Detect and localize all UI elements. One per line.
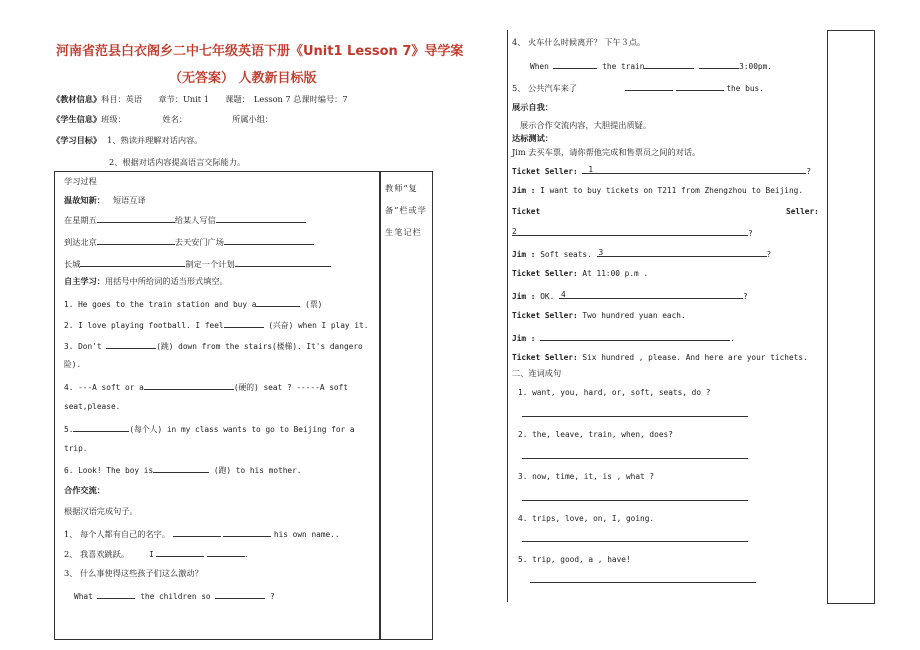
phrase-row [64, 236, 314, 246]
answer-blank[interactable] [216, 214, 306, 223]
dialog-line-3-speaker [512, 207, 540, 216]
right-column-left-border [507, 30, 508, 602]
answer-line[interactable] [522, 500, 748, 501]
q1-text: 1. He goes to the train station and buy a [64, 300, 257, 309]
speaker: Ticket Seller: [512, 311, 578, 320]
c2-en: I [149, 550, 154, 559]
q4-cont: seat,please. [64, 402, 121, 411]
r5-cn: 5、 公共汽车来了 [512, 83, 578, 93]
self-text: 用括号中所给词的适当形式填空。 [104, 276, 228, 286]
material-info [52, 95, 348, 103]
phrase-cn: 到达北京 [64, 237, 97, 247]
review-label: 温故知新： [64, 195, 105, 205]
question-6 [64, 464, 302, 476]
dialog-line-3-speaker-2 [786, 207, 819, 216]
dialog-line-8 [512, 332, 735, 343]
dialog-line-4 [512, 248, 771, 259]
blank-number: 2 [512, 227, 517, 236]
dialog-end: . [730, 334, 735, 343]
r5 [512, 82, 764, 93]
r5-en: the bus. [726, 84, 764, 93]
material-label: 《教材信息》 [52, 94, 102, 104]
doc-title-line2: （无答案） 人教新目标版 [169, 71, 317, 86]
c2-cn: 2、 我喜欢跳跃。 [64, 549, 130, 559]
speaker: Jim : [512, 250, 536, 259]
goal-label: 《学习目标》 [52, 135, 102, 145]
speaker: Ticket [512, 207, 541, 216]
phrase-cn: 去天安门广场 [174, 237, 224, 247]
dialog-line-5 [512, 269, 648, 278]
q3-cont: 险). [64, 360, 82, 369]
c1-en: his own name.. [273, 530, 340, 539]
dialog-text: Two hundred yuan each. [582, 311, 686, 320]
dialog-text: I want to buy tickets on T211 from Zhengzhou to Beijing. [540, 186, 804, 195]
c3-mid: the children so [140, 592, 211, 601]
c3-what: What [74, 592, 93, 601]
dialog-text: OK. [540, 292, 555, 301]
answer-blank[interactable] [80, 258, 185, 267]
goal-1: 1、熟读并理解对话内容。 [107, 135, 203, 145]
speaker: Seller: [786, 207, 819, 216]
coop-sentence-3: 3、 什么事使得这些孩子们这么激动？ [64, 568, 203, 578]
answer-blank[interactable] [173, 528, 221, 537]
blank-number: 1 [588, 165, 594, 174]
dialog-line-3 [512, 227, 753, 238]
dialog-line-9 [512, 353, 808, 362]
r4-when: When [530, 62, 549, 71]
answer-blank[interactable] [97, 214, 175, 223]
question-3 [64, 340, 363, 352]
dialog-text: Six hundred , please. And here are your tichets. [582, 353, 808, 362]
q6-hint: (跑) to his mother. [213, 466, 302, 475]
answer-blank[interactable] [73, 423, 129, 432]
answer-blank[interactable] [97, 236, 175, 245]
q3-text: 3. Don't [64, 342, 102, 351]
answer-blank[interactable] [512, 227, 748, 236]
dialog-text: At 11:00 p.m . [582, 269, 649, 278]
answer-blank[interactable] [625, 82, 673, 91]
answer-line[interactable] [522, 541, 748, 542]
blank-number: 3 [598, 248, 604, 257]
material-text: 科目：英语 章节：Unit 1 课题： Lesson 7 总课时编号：7 [101, 94, 348, 104]
student-info [52, 115, 273, 123]
q5-hint: (每个人) in my class wants to go to Beijing for a [129, 425, 355, 434]
sentence-4: 4. trips, love, on, I, going. [518, 514, 655, 523]
coop-label [64, 486, 105, 494]
q6-text: 6. Look! The boy is [64, 466, 154, 475]
speaker: Jim : [512, 186, 536, 195]
coop-text: 根据汉语完成句子。 [64, 506, 138, 516]
question-5 [64, 423, 355, 435]
r4-cn: 4、 火车什么时候离开？ 下午３点。 [512, 37, 646, 47]
q5-cont: trip. [64, 444, 88, 453]
answer-blank[interactable] [582, 165, 806, 174]
dialog-end: ? [748, 229, 753, 238]
speaker: Ticket Seller: [512, 269, 578, 278]
question-1 [64, 298, 322, 310]
answer-blank[interactable] [597, 248, 767, 257]
answer-blank[interactable] [223, 528, 271, 537]
answer-blank[interactable] [676, 82, 724, 91]
c3-end: ? [270, 592, 275, 601]
show-text: 展示合作交流内容，大胆提出质疑。 [520, 120, 652, 130]
dialog-line-7 [512, 311, 686, 320]
sentence-1: 1. want, you, hard, or, soft, seats, do ? [518, 388, 711, 397]
phrase-cn: 制定一个计划 [185, 259, 235, 269]
part-2-heading: 二、连词成句 [512, 368, 562, 378]
review-section [64, 196, 146, 204]
coop-sentence-1 [64, 528, 340, 539]
dialog-line-2 [512, 186, 803, 195]
answer-blank[interactable] [144, 381, 234, 390]
coop-label-text: 合作交流： [64, 485, 105, 495]
q2-hint: (兴奋) when I play it. [268, 321, 369, 330]
self-study [64, 277, 228, 285]
answer-blank[interactable] [559, 290, 743, 299]
coop-sentence-3-en [74, 590, 275, 601]
student-text: 班级： 姓名： 所属小组： [101, 114, 274, 124]
q4-hint: (硬的) seat ? -----A soft [233, 383, 348, 392]
question-4 [64, 381, 348, 393]
r4-train: the train [602, 62, 645, 71]
q5-text: 5. [64, 425, 74, 434]
self-label: 自主学习： [64, 276, 105, 286]
review-text: 短语互译 [112, 195, 146, 205]
dialog-line-1 [512, 165, 811, 176]
q4-text: 4. ---A soft or a [64, 383, 144, 392]
c2-end: . [245, 549, 248, 559]
test-text: Jim 去买车票，请你帮他完成和售票员之间的对话。 [512, 147, 701, 157]
dialog-end: ? [742, 292, 748, 301]
speaker: Jim : [512, 292, 536, 301]
answer-blank[interactable] [224, 236, 314, 245]
doc-title-line1: 河南省范县白衣阁乡二中七年级英语下册《Unit1 Lesson 7》导学案 [56, 44, 464, 59]
answer-blank[interactable] [235, 258, 331, 267]
phrase-cn: 给某人写信 [174, 215, 216, 225]
right-notes-column-box [827, 30, 875, 604]
phrase-cn: 在星期五 [64, 215, 97, 225]
coop-sentence-2 [64, 548, 248, 559]
dialog-text: Soft seats. [540, 250, 592, 259]
speaker: Ticket Seller: [512, 167, 578, 176]
q2-text: 2. I love playing football. I feel [64, 321, 224, 330]
answer-blank[interactable] [224, 319, 264, 328]
answer-blank[interactable] [207, 548, 245, 557]
answer-blank[interactable] [156, 548, 204, 557]
answer-blank[interactable] [540, 332, 730, 341]
dialog-end: ? [806, 167, 812, 176]
dialog-end: ? [766, 250, 772, 259]
sentence-5: 5. trip, good, a , have! [518, 555, 631, 564]
speaker: Ticket Seller: [512, 353, 578, 362]
answer-line[interactable] [522, 458, 748, 459]
dialog-line-6 [512, 290, 748, 301]
blank-number: 4 [560, 290, 566, 299]
phrase-row [64, 214, 306, 224]
r4-en [530, 60, 772, 71]
question-2 [64, 319, 368, 331]
process-heading: 学习过程 [64, 176, 97, 186]
answer-blank[interactable] [97, 590, 135, 599]
q3-hint: (跳) down from the stairs(楼梯). It's dangero [156, 342, 363, 351]
answer-blank[interactable] [153, 464, 209, 473]
goal-2: 2、根据对话内容提高语言交际能力。 [109, 157, 246, 167]
show-label: 展示自我： [512, 102, 553, 112]
answer-line[interactable] [522, 416, 748, 417]
c1-cn: 1、 每个人都有自己的名字。 [64, 529, 171, 539]
answer-blank[interactable] [215, 590, 265, 599]
learning-goals [52, 136, 202, 144]
phrase-cn: 长城 [64, 259, 81, 269]
answer-blank[interactable] [106, 340, 156, 349]
phrase-row [64, 258, 331, 268]
r4-time: 3:00pm. [739, 62, 772, 71]
side-note: 教师“复备”栏或学生笔记栏 [385, 183, 427, 237]
answer-blank[interactable] [699, 60, 739, 69]
answer-blank[interactable] [644, 60, 694, 69]
student-label: 《学生信息》 [52, 114, 102, 124]
test-label: 达标测试： [512, 133, 553, 143]
q1-hint: (票) [305, 300, 323, 309]
answer-blank[interactable] [553, 60, 597, 69]
answer-line[interactable] [530, 582, 756, 583]
answer-blank[interactable] [256, 298, 300, 307]
sentence-3: 3. now, time, it, is , what ? [518, 472, 655, 481]
sentence-2: 2. the, leave, train, when, does? [518, 430, 673, 439]
speaker: Jim : [512, 334, 536, 343]
